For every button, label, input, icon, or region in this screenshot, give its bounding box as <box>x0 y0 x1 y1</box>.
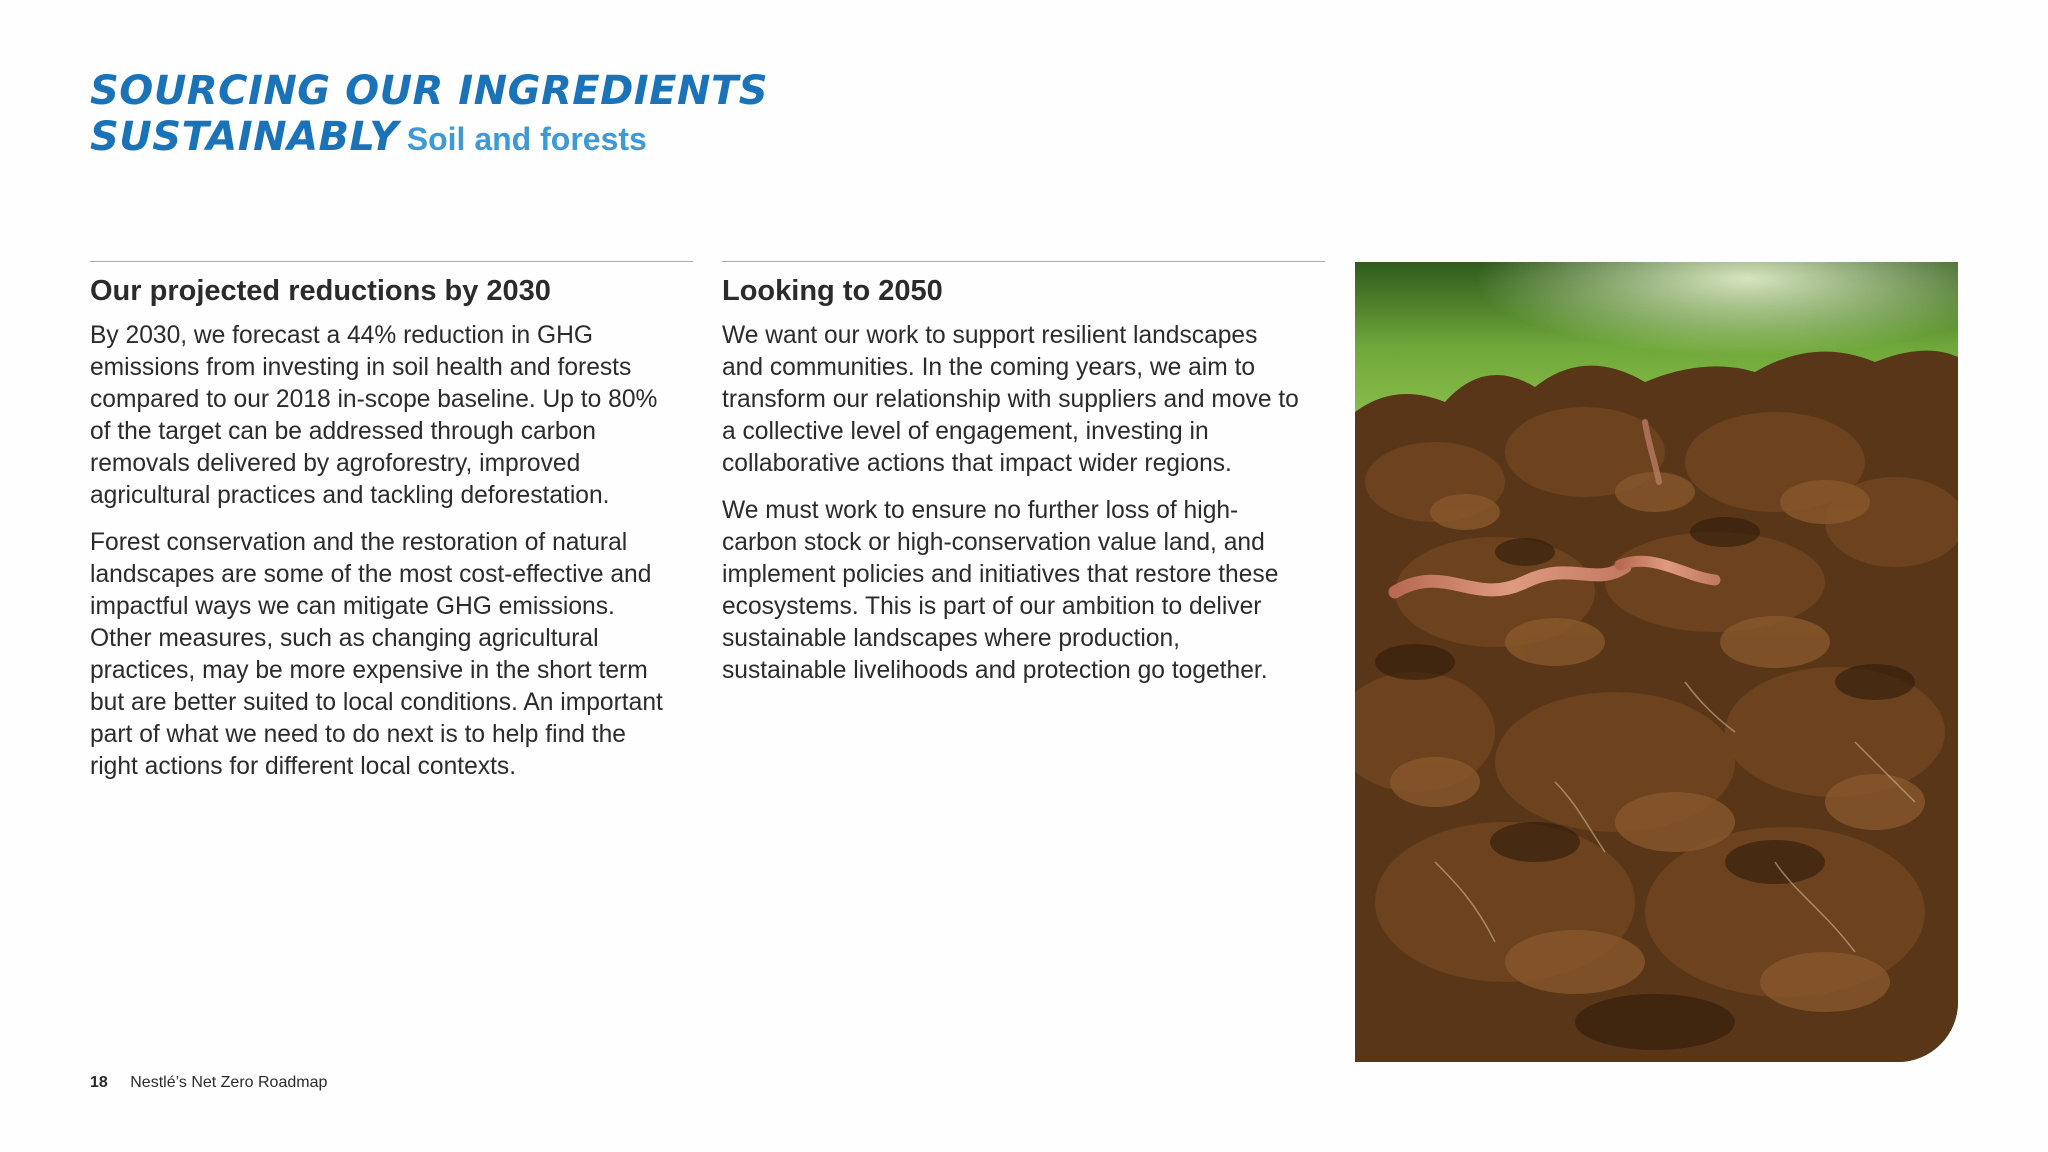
column-divider <box>90 261 693 262</box>
column-divider <box>722 261 1325 262</box>
middle-column <box>722 261 1325 702</box>
page-title-line-1: SOURCING OUR INGREDIENTS <box>90 68 769 114</box>
page-number: 18 <box>90 1074 108 1091</box>
middle-paragraph-1: We want our work to support resilient landscapes and communities. In the coming years, we aim to transform our relationship with suppliers and move to a collective level of engagement, investing in collaborative actions that impact wider regions. <box>722 322 1299 477</box>
left-column <box>90 261 693 798</box>
page-title-line-2 <box>90 114 990 162</box>
soil-earthworm-photo <box>1355 262 1958 1062</box>
left-paragraph-1: By 2030, we forecast a 44% reduction in GHG emissions from investing in soil health and forests compared to our 2018 in-scope baseline. Up to 80% of the target can be addressed through carbon removals delivered by agroforestry, improved agricultural practices and tackling deforestation. <box>90 322 658 509</box>
page-header <box>90 68 990 162</box>
page-title-line-2-text: SUSTAINABLY <box>90 114 399 160</box>
left-column-heading: Our projected reductions by 2030 <box>90 275 551 307</box>
page-subtitle: Soil and forests <box>406 121 647 157</box>
document-title: Nestlé’s Net Zero Roadmap <box>130 1074 328 1091</box>
middle-paragraph-2: We must work to ensure no further loss of high-carbon stock or high-conservation value land, and implement policies and initiatives that restore these ecosystems. This is part of our ambition to deliver sustainable landscapes where production, sustainable livelihoods and protection go together. <box>722 497 1279 684</box>
middle-column-heading: Looking to 2050 <box>722 275 943 307</box>
page-footer <box>90 1074 327 1092</box>
left-paragraph-2: Forest conservation and the restoration of natural landscapes are some of the most cost-effective and impactful ways we can mitigate GHG emissions. Other measures, such as changing agricultural practices, may be more expensive in the short term but are better suited to local conditions. An important part of what we need to do next is to help find the right actions for different local contexts. <box>90 529 663 780</box>
